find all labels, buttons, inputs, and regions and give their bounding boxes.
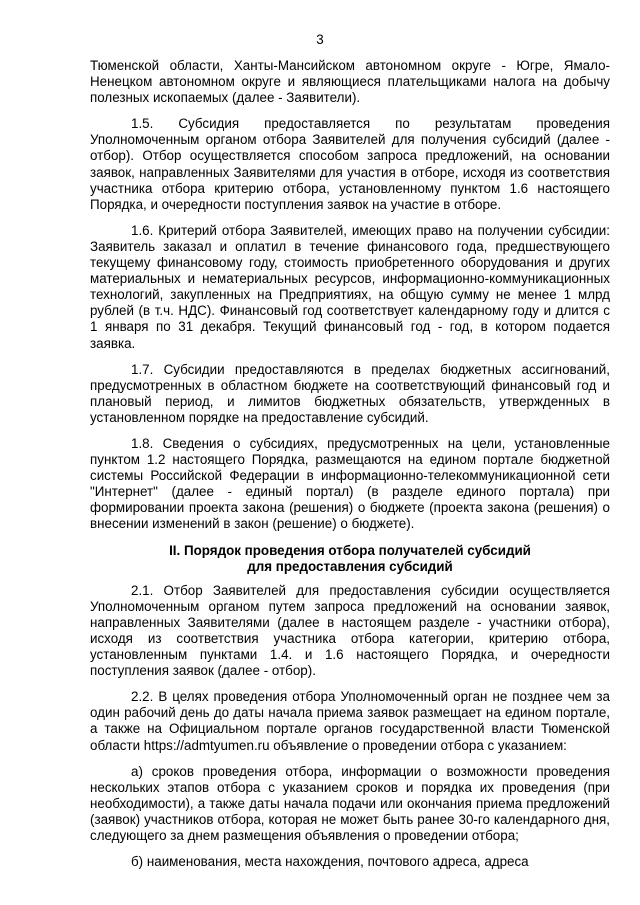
- document-body: [90, 58, 610, 884]
- paragraph-continuation: Тюменской области, Ханты-Мансийском автономном округе - Югре, Ямало-Ненецком автономном округе и являющиеся плательщиками налога на добычу полезных ископаемых (далее - Заявители).: [90, 58, 610, 106]
- page-number: 3: [316, 32, 324, 47]
- section-heading: [90, 543, 610, 575]
- paragraph-1-5: 1.5. Субсидия предоставляется по результатам проведения Уполномоченным органом отбора Заявителей для получения субсидий (далее - отбор). Отбор осуществляется способом запроса предложений, на основании заявок, направленных Заявителями для участия в отборе, исходя из соответствия участника отбора критерию отбора, установленному пунктом 1.6 настоящего Порядка, и очередности поступления заявок на участие в отборе.: [90, 116, 610, 212]
- paragraph-2-2-b: б) наименования, места нахождения, почтового адреса, адреса: [131, 854, 529, 870]
- section-heading-line-1: II. Порядок проведения отбора получателей субсидий: [169, 542, 531, 558]
- paragraph-1-7: 1.7. Субсидии предоставляются в пределах бюджетных ассигнований, предусмотренных в областном бюджете на соответствующий финансовый год и плановый период, и лимитов бюджетных обязательств, утвержденных в установленном порядке на предоставление субсидий.: [90, 361, 610, 425]
- paragraph-1-6: 1.6. Критерий отбора Заявителей, имеющих право на получении субсидии: Заявитель заказал и оплатил в течение финансового года, предшествующего текущему финансовому году, стоимость приобретенного оборудования и других материальных и нематериальных ресурсов, информационно-коммуникационных технологий, закупленных на Предприятиях, на общую сумму не менее 1 млрд рублей (в т.ч. НДС). Финансовый год соответствует календарному году и длится с 1 января по 31 декабря. Текущий финансовый год - год, в котором подается заявка.: [90, 222, 610, 351]
- paragraph-2-1: 2.1. Отбор Заявителей для предоставления субсидии осуществляется Уполномоченным органом путем запроса предложений на основании заявок, направленных Заявителями (далее в настоящем разделе - участники отбора), исходя из соответствия участника отбора категории, критерию отбора, установленным пунктами 1.4. и 1.6 настоящего Порядка, и очередности поступления заявок (далее - отбор).: [90, 582, 610, 679]
- paragraph-2-2-a: а) сроков проведения отбора, информации о возможности проведения нескольких этапов отбора с указанием сроков и порядка их проведения (при необходимости), а также даты начала подачи или окончания приема предложений (заявок) участников отбора, которая не может быть ранее 30-го календарного дня, следующего за днем размещения объявления о проведении отбора;: [90, 763, 610, 844]
- paragraph-1-8: 1.8. Сведения о субсидиях, предусмотренных на цели, установленные пунктом 1.2 настоящего Порядка, размещаются на едином портале бюджетной системы Российской Федерации в информационно-телекоммуникационной сети "Интернет" (далее - единый портал) (в разделе единого портала) при формировании проекта закона (решения) о бюджете (проекта закона (решения) о внесении изменений в закон (решение) о бюджете).: [90, 435, 610, 532]
- section-heading-line-2: для предоставления субсидий: [247, 558, 453, 574]
- paragraph-2-2: 2.2. В целях проведения отбора Уполномоченный орган не позднее чем за один рабочий день до даты начала приема заявок размещает на едином портале, а также на Официальном портале органов государственной власти Тюменской области https://admtyumen.ru объявление о проведении отбора с указанием:: [90, 689, 610, 753]
